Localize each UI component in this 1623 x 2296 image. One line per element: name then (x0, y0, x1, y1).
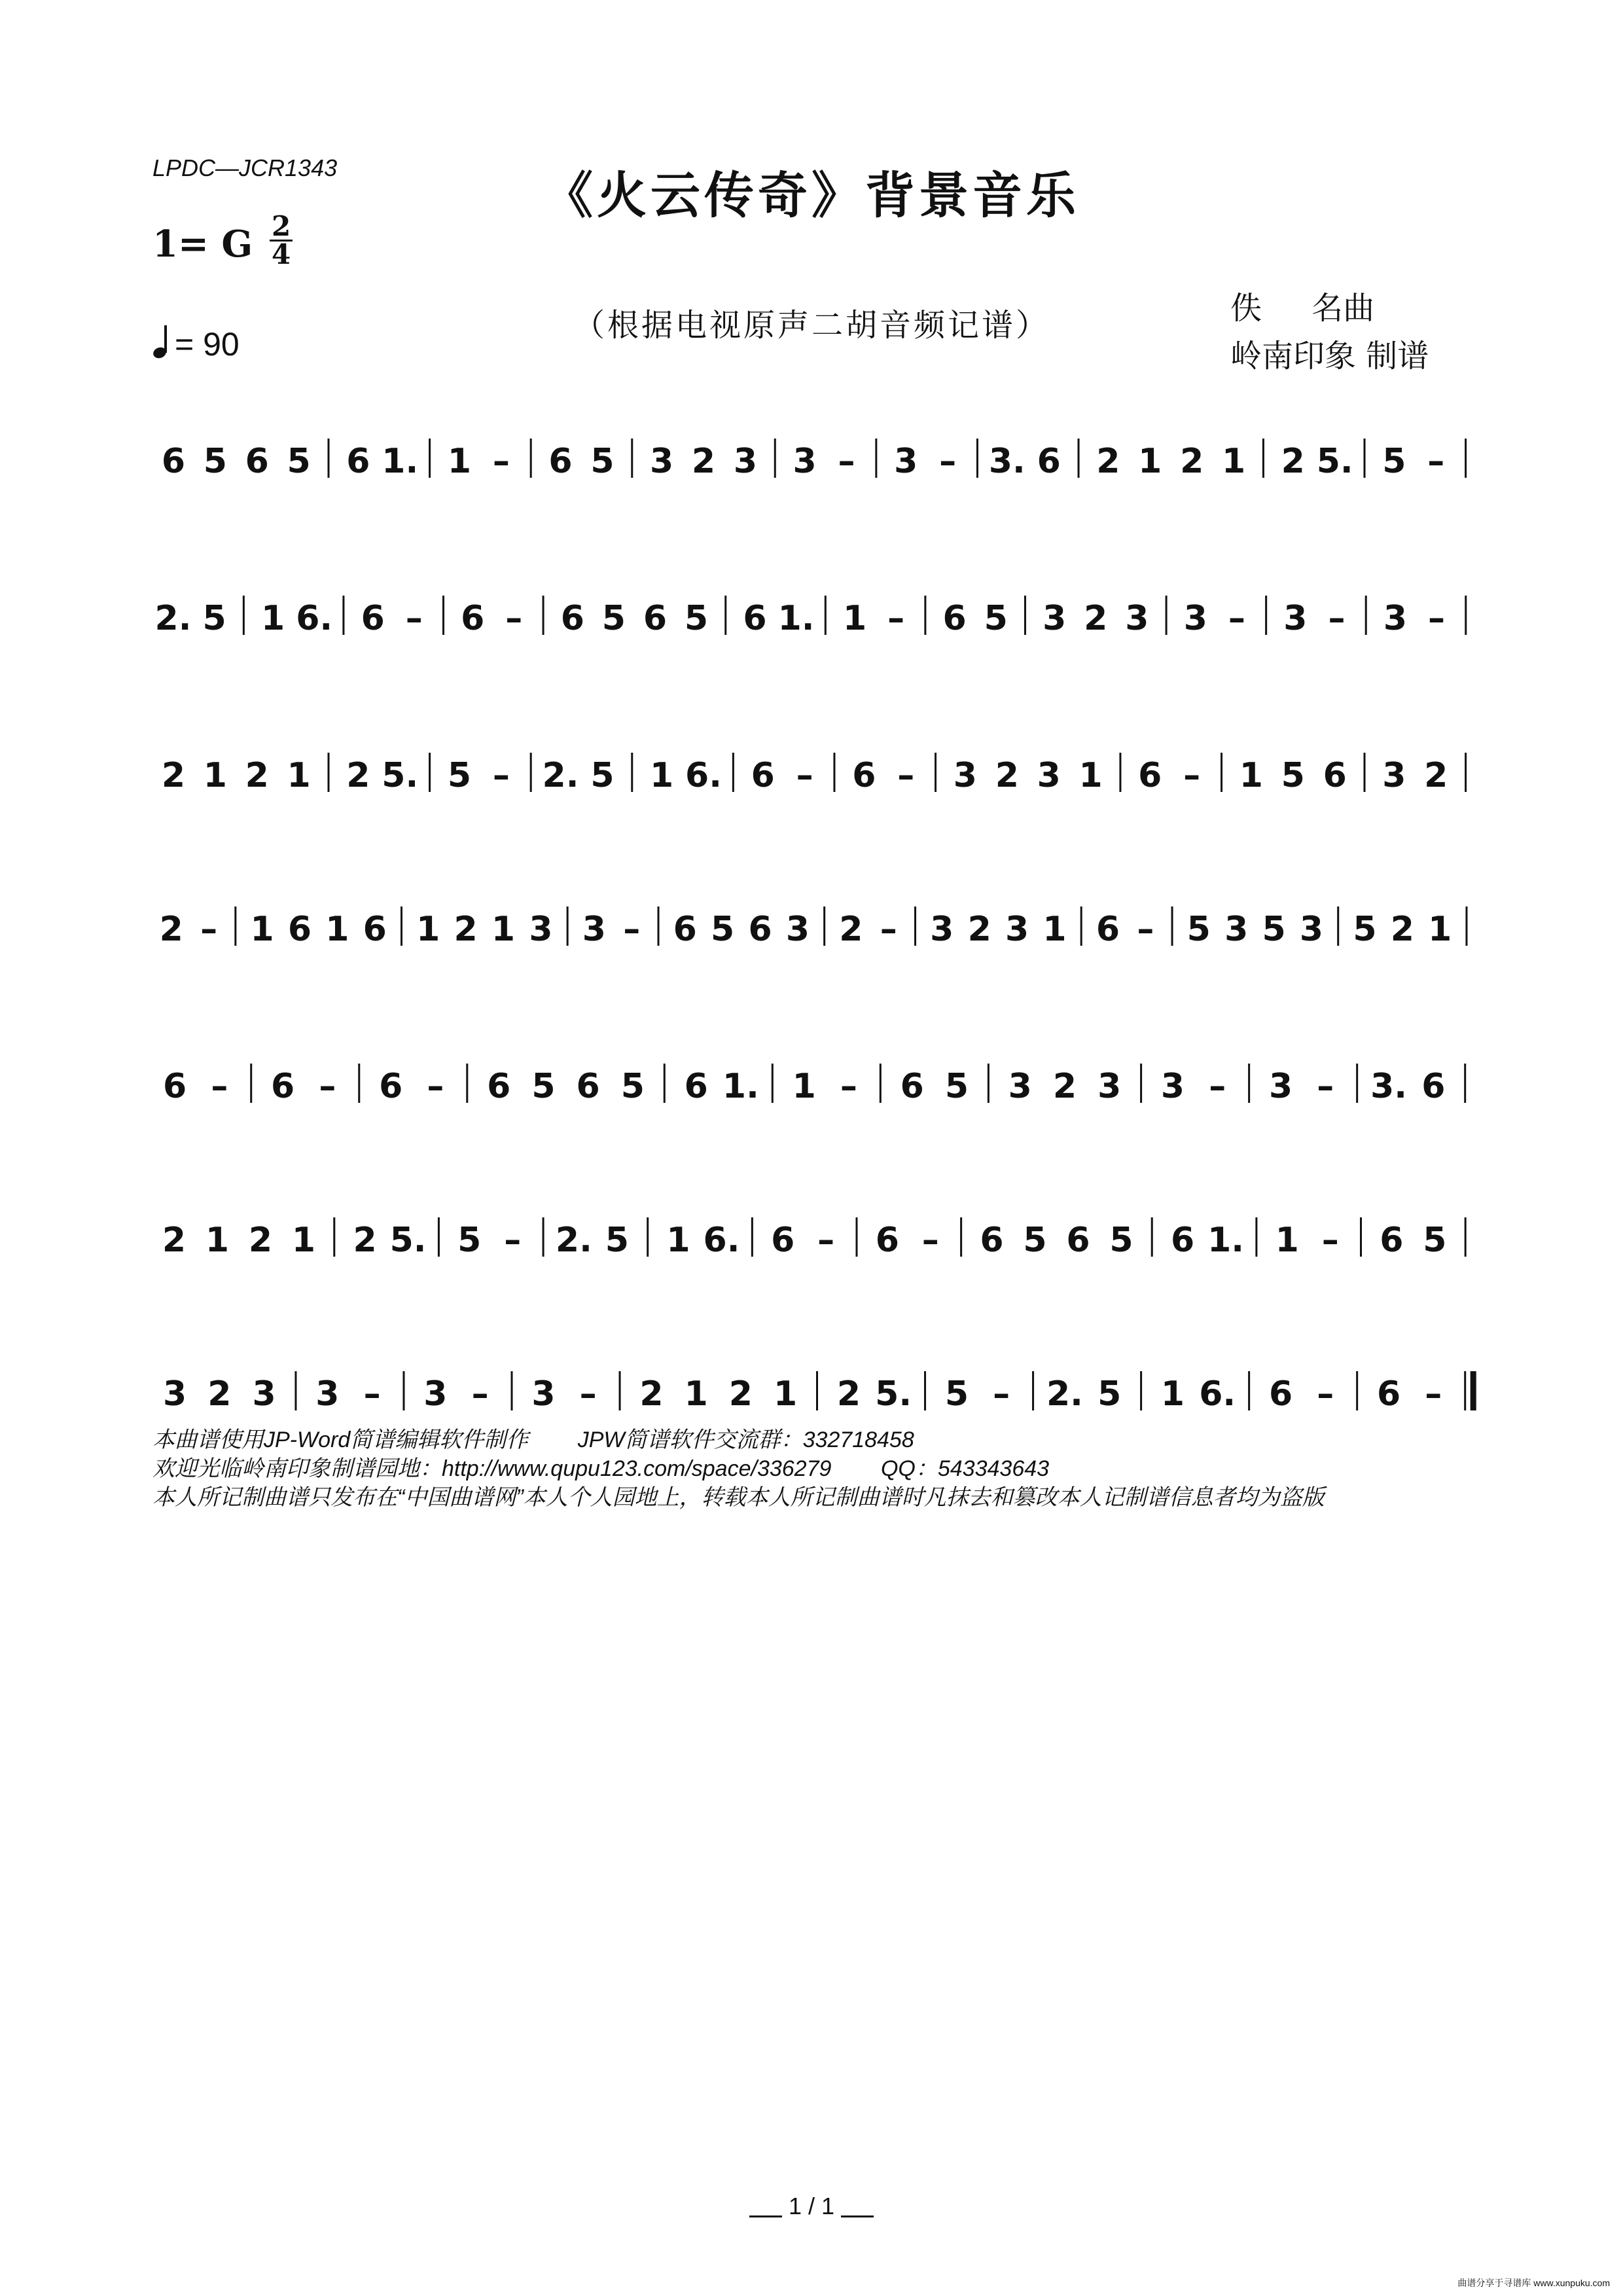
note: 1. (777, 599, 815, 638)
subtitle: （根据电视原声二胡音频记谱） (573, 307, 1050, 344)
footer-line-copyright: 本人所记制曲谱只发布在“中国曲谱网”本人个人园地上，转载本人所记制曲谱时凡抹去和篡改本人记制谱信息者均为盗版 (152, 1485, 1325, 1510)
note: 1 (261, 599, 285, 638)
dash-extension: – (1228, 599, 1245, 638)
note: 5. (1316, 442, 1353, 481)
note: 6 (852, 756, 876, 795)
note: 3 (1125, 599, 1149, 638)
dash-extension: – (319, 1067, 336, 1106)
note: 5 (1281, 756, 1305, 795)
page-title: 《火云传奇》背景音乐 (543, 166, 1080, 224)
footer-notes (152, 1426, 1325, 1512)
note: 5 (447, 756, 472, 795)
note: 2 (159, 910, 183, 949)
time-signature-numerator: 2 (270, 213, 293, 242)
dash-extension: – (1317, 1374, 1334, 1414)
note: 3 (1043, 599, 1067, 638)
note: 2 (1180, 442, 1204, 481)
dash-extension: – (1428, 599, 1446, 638)
note: 1 (491, 910, 516, 949)
note: 6 (1170, 1221, 1195, 1260)
note: 1 (1160, 1374, 1185, 1414)
dash-extension: – (579, 1374, 597, 1414)
note: 6 (942, 599, 967, 638)
note: 6 (643, 599, 668, 638)
dash-extension: – (623, 910, 641, 949)
note: 6 (245, 442, 269, 481)
note: 2 (836, 1374, 861, 1414)
note: 5 (684, 599, 709, 638)
note: 2 (1281, 442, 1305, 481)
dash-extension: – (840, 1067, 857, 1106)
score-row (152, 569, 1474, 707)
page-number (0, 2193, 1623, 2220)
note: 6 (576, 1067, 600, 1106)
note: 1 (447, 442, 472, 481)
note: 1 (773, 1374, 798, 1414)
note: 3 (733, 442, 758, 481)
note: 1. (382, 442, 419, 481)
note: 6. (1199, 1374, 1236, 1414)
note: 6 (461, 599, 485, 638)
note: 3 (1224, 910, 1249, 949)
note: 6 (487, 1067, 511, 1106)
note: 5 (1423, 1221, 1447, 1260)
note: 2 (207, 1374, 232, 1414)
note: 1 (1043, 910, 1067, 949)
time-signature-denominator: 4 (272, 238, 291, 270)
dash-extension: – (796, 756, 813, 795)
note: 6 (363, 910, 387, 949)
composer-credit: 佚 名曲 (1230, 290, 1375, 327)
note: 5 (1382, 442, 1406, 481)
score-row (152, 412, 1474, 550)
note: 3 (423, 1374, 448, 1414)
note: 3 (1382, 756, 1406, 795)
note: 6 (163, 1067, 187, 1106)
note: 1 (205, 1221, 230, 1260)
note: 6 (980, 1221, 1004, 1260)
note: 6. (685, 756, 722, 795)
dash-extension: – (838, 442, 855, 481)
note: 3 (953, 756, 977, 795)
note: 3 (1160, 1067, 1185, 1106)
note: 2. (542, 756, 579, 795)
note: 1 (666, 1221, 690, 1260)
note: 1. (722, 1067, 759, 1106)
note: 3 (163, 1374, 187, 1414)
note: 5 (1353, 910, 1377, 949)
note: 2 (639, 1374, 664, 1414)
note: 3 (529, 910, 553, 949)
note: 5 (287, 442, 311, 481)
note: 6 (361, 599, 385, 638)
note: 6 (161, 442, 186, 481)
note: 2 (839, 910, 863, 949)
note: 6 (1421, 1067, 1446, 1106)
note: 6 (771, 1221, 795, 1260)
note: 6 (560, 599, 584, 638)
note: 5 (1262, 910, 1286, 949)
note: 3 (793, 442, 817, 481)
dash-extension: – (363, 1374, 381, 1414)
note: 2 (245, 756, 269, 795)
note: 2 (353, 1221, 377, 1260)
note: 6 (1268, 1374, 1293, 1414)
note: 6 (684, 1067, 708, 1106)
note: 3 (930, 910, 954, 949)
note: 5 (601, 599, 626, 638)
note: 6 (346, 442, 370, 481)
note: 6 (271, 1067, 295, 1106)
dash-extension: – (880, 910, 897, 949)
note: 5 (457, 1221, 482, 1260)
dash-extension: – (200, 910, 218, 949)
note: 6 (743, 599, 767, 638)
catalog-number: LPDC—JCR1343 (152, 154, 338, 181)
footer-line-contact: 欢迎光临岭南印象制谱园地：http://www.qupu123.com/space/336279 QQ：543343643 (152, 1456, 1050, 1481)
note: 3 (1183, 599, 1207, 638)
note: 6 (875, 1221, 899, 1260)
dash-extension: – (1328, 599, 1346, 638)
note: 2 (248, 1221, 273, 1260)
note: 5 (605, 1221, 629, 1260)
note: 5 (944, 1067, 969, 1106)
note: 1 (650, 756, 674, 795)
note: 6 (1323, 756, 1347, 795)
note: 2. (555, 1221, 592, 1260)
note: 3 (1037, 756, 1061, 795)
dash-extension: – (505, 599, 523, 638)
note: 3 (252, 1374, 276, 1414)
note: 2 (1390, 910, 1414, 949)
note: 5 (202, 599, 226, 638)
note: 3 (1097, 1067, 1122, 1106)
note: 5 (711, 910, 735, 949)
dash-extension: – (1427, 442, 1445, 481)
note: 2 (967, 910, 991, 949)
dash-extension: – (492, 442, 510, 481)
note: 2 (1084, 599, 1108, 638)
note: 2 (162, 1221, 187, 1260)
dash-extension: – (492, 756, 510, 795)
dash-extension: – (1321, 1221, 1339, 1260)
note: 2. (1046, 1374, 1083, 1414)
note: 2 (161, 756, 186, 795)
note: 3 (582, 910, 606, 949)
note: 5 (203, 442, 227, 481)
note: 6 (287, 910, 312, 949)
note: 3 (1008, 1067, 1032, 1106)
note: 6 (748, 910, 772, 949)
note: 3. (1370, 1067, 1408, 1106)
note: 6 (673, 910, 697, 949)
note: 1 (203, 756, 227, 795)
note: 5 (531, 1067, 556, 1106)
note: 6 (379, 1067, 403, 1106)
note: 5 (620, 1067, 645, 1106)
score-row (152, 1037, 1474, 1175)
note: 6 (548, 442, 573, 481)
note: 1 (325, 910, 349, 949)
note: 2 (1052, 1067, 1077, 1106)
note: 2 (691, 442, 716, 481)
score-row (152, 880, 1474, 1018)
dash-extension: – (471, 1374, 489, 1414)
note: 3 (1299, 910, 1324, 949)
note: 5 (1097, 1374, 1122, 1414)
note: 3 (1005, 910, 1029, 949)
note: 3 (1283, 599, 1308, 638)
time-signature (270, 210, 293, 270)
score-row (152, 1191, 1474, 1329)
note: 3 (785, 910, 810, 949)
dash-extension: – (1209, 1067, 1226, 1106)
dash-extension: – (405, 599, 423, 638)
note: 1 (1079, 756, 1103, 795)
final-barline (1471, 1371, 1476, 1410)
score-row (152, 726, 1474, 864)
note: 5 (1109, 1221, 1133, 1260)
watermark: 曲谱分享于寻谱库 www.xunpuku.com (1457, 2278, 1610, 2288)
note: 1 (291, 1221, 316, 1260)
dash-extension: – (1183, 756, 1201, 795)
note: 1 (684, 1374, 708, 1414)
note: 2 (728, 1374, 753, 1414)
note: 3 (315, 1374, 340, 1414)
note: 5. (382, 756, 419, 795)
note: 1 (250, 910, 274, 949)
dash-extension: – (939, 442, 957, 481)
note: 6 (1138, 756, 1162, 795)
footer-line-software: 本曲谱使用JP-Word简谱编辑软件制作 JPW简谱软件交流群：332718458 (152, 1427, 914, 1452)
note: 6 (900, 1067, 924, 1106)
note: 3 (894, 442, 918, 481)
note: 3 (1268, 1067, 1293, 1106)
dash-extension: – (427, 1067, 444, 1106)
note: 5. (875, 1374, 912, 1414)
note: 6. (703, 1221, 740, 1260)
arranger-credit: 岭南印象 制谱 (1230, 338, 1429, 374)
note: 5 (1023, 1221, 1047, 1260)
dash-extension: – (1137, 910, 1154, 949)
note: 1 (1239, 756, 1263, 795)
note: 1 (1221, 442, 1246, 481)
note: 6 (751, 756, 775, 795)
note: 2 (454, 910, 478, 949)
page-number-text: 1 / 1 (788, 2193, 835, 2219)
note: 6 (1066, 1221, 1090, 1260)
note: 6. (296, 599, 333, 638)
tempo-value: = 90 (175, 326, 240, 363)
note: 1 (287, 756, 311, 795)
note: 3 (531, 1374, 556, 1414)
dash-extension: – (887, 599, 905, 638)
note: 3. (988, 442, 1026, 481)
note: 2 (1424, 756, 1448, 795)
note: 1 (1428, 910, 1452, 949)
note: 1 (842, 599, 867, 638)
note: 2. (154, 599, 192, 638)
note: 5 (590, 756, 615, 795)
note: 1 (1275, 1221, 1299, 1260)
note: 1 (416, 910, 440, 949)
dash-extension: – (921, 1221, 939, 1260)
dash-extension: – (211, 1067, 228, 1106)
note: 6 (1037, 442, 1061, 481)
note: 1 (792, 1067, 816, 1106)
dash-extension: – (817, 1221, 835, 1260)
note: 5 (944, 1374, 969, 1414)
dash-extension: – (1317, 1067, 1334, 1106)
note: 1 (1138, 442, 1162, 481)
note: 5 (590, 442, 615, 481)
note: 5 (984, 599, 1008, 638)
dash-extension: – (1425, 1374, 1442, 1414)
note: 5 (1186, 910, 1211, 949)
note: 6 (1380, 1221, 1404, 1260)
note: 2 (995, 756, 1019, 795)
dash-extension: – (897, 756, 915, 795)
note: 1. (1207, 1221, 1245, 1260)
dash-extension: – (504, 1221, 522, 1260)
note: 2 (346, 756, 370, 795)
dash-extension: – (993, 1374, 1010, 1414)
note: 3 (1383, 599, 1408, 638)
key-signature: 1= G (152, 223, 253, 266)
note: 3 (650, 442, 674, 481)
note: 2 (1096, 442, 1120, 481)
note: 5. (389, 1221, 427, 1260)
note: 6 (1376, 1374, 1401, 1414)
note: 6 (1096, 910, 1120, 949)
